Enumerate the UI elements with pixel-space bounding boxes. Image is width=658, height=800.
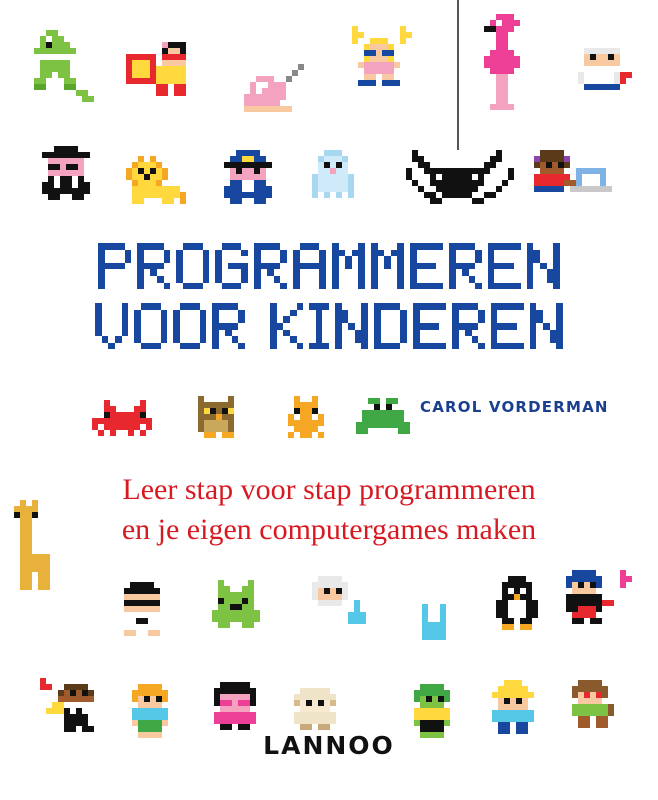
crab-sprite <box>92 400 158 448</box>
title-space <box>251 303 264 349</box>
title-glyph <box>270 303 303 349</box>
ant-sprite <box>282 396 330 450</box>
title-glyph <box>309 303 329 349</box>
subtitle <box>0 470 658 550</box>
title-glyph <box>98 243 131 289</box>
title-glyph <box>332 243 365 289</box>
title-glyph <box>212 303 245 349</box>
subtitle-line-2: en je eigen computergames maken <box>121 512 537 546</box>
frog-sprite <box>356 398 416 450</box>
title-glyph <box>95 303 128 349</box>
flask-sprite <box>410 604 458 652</box>
giraffe-sprite <box>14 500 98 656</box>
chef-sprite <box>566 36 638 128</box>
dancer-sprite <box>340 26 418 122</box>
title-glyph <box>491 303 524 349</box>
title-glyph <box>527 243 560 289</box>
title-glyph <box>413 303 446 349</box>
author-name: CAROL VORDERMAN <box>420 398 609 416</box>
owl-sprite <box>192 396 246 450</box>
snail-sprite <box>244 64 310 124</box>
ghost-sprite <box>306 150 366 222</box>
title-glyph <box>134 303 167 349</box>
title-glyph <box>530 303 563 349</box>
title-line-2 <box>95 303 563 349</box>
title-glyph <box>173 303 206 349</box>
title-glyph <box>371 243 404 289</box>
title-glyph <box>176 243 209 289</box>
subtitle-line-1: Leer stap voor stap programmeren <box>122 473 536 506</box>
penguin-sprite <box>490 576 550 654</box>
spider-sprite <box>406 150 514 216</box>
title-glyph <box>449 243 482 289</box>
title-glyph <box>335 303 368 349</box>
ninja-sprite <box>118 582 178 654</box>
laptop-kid-sprite <box>528 150 618 228</box>
title-glyph <box>215 243 248 289</box>
title-line-1 <box>98 243 560 289</box>
lion-sprite <box>120 156 198 228</box>
title-glyph <box>137 243 170 289</box>
title-glyph <box>488 243 521 289</box>
guitarist-sprite <box>560 570 638 656</box>
spider-thread <box>457 0 459 150</box>
crocodile-sprite <box>28 30 100 114</box>
book-reader-sprite <box>120 42 204 122</box>
title-glyph <box>293 243 326 289</box>
police-officer-sprite <box>218 150 284 228</box>
title-glyph <box>374 303 407 349</box>
publisher-logo: LANNOO <box>263 731 395 760</box>
title-text-line1 <box>0 0 1 1</box>
title-glyph <box>452 303 485 349</box>
alien-sprite <box>206 580 272 652</box>
page-title <box>0 243 658 349</box>
title-glyph <box>410 243 443 289</box>
scientist-sprite <box>300 576 378 656</box>
detective-sprite <box>36 146 102 224</box>
title-glyph <box>254 243 287 289</box>
flamingo-sprite <box>472 14 538 134</box>
